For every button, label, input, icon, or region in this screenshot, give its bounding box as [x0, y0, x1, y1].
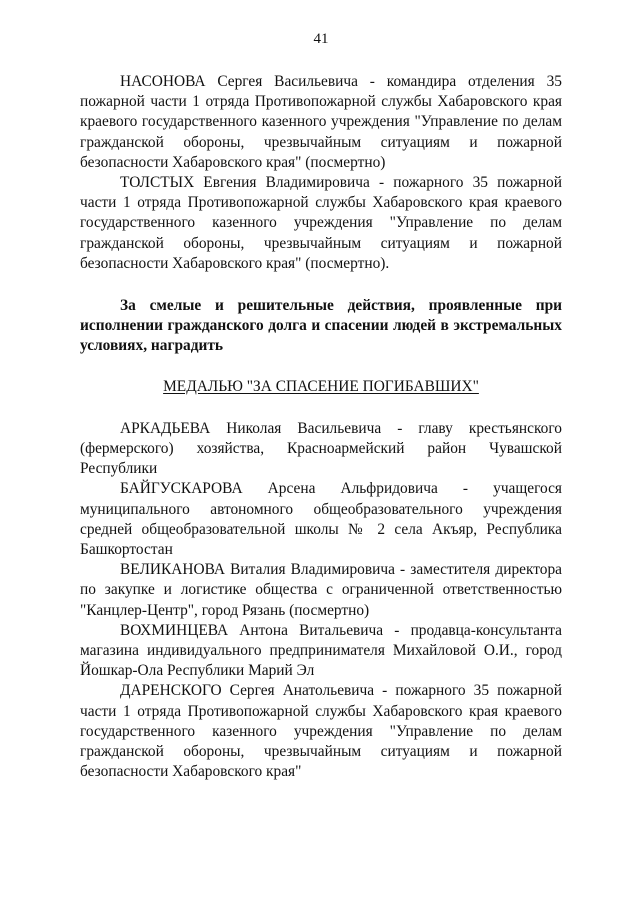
- medal-title: [80, 377, 562, 397]
- award-entry-arkadyev: АРКАДЬЕВА Николая Васильевича - главу крестьянского (фермерского) хозяйства, Красноармейский район Чувашской Республики: [80, 419, 562, 478]
- award-entry-velikanov: ВЕЛИКАНОВА Виталия Владимировича - заместителя директора по закупке и логистике общества с ограниченной ответственностью "Канцлер-Центр", город Рязань (посмертно): [80, 561, 562, 619]
- award-entry-bayguskarov: БАЙГУСКАРОВА Арсена Альфридовича - учащегося муниципального автономного общеобразовательного учреждения средней общеобразовательной школы № 2 села Акъяр, Республика Башкортостан: [80, 480, 562, 559]
- award-entry-tolstykh: ТОЛСТЫХ Евгения Владимировича - пожарного 35 пожарной части 1 отряда Противопожарной службы Хабаровского края краевого государственного казенного учреждения "Управление по делам гражданской обороны, чрезвычайным ситуациям и пожарной безопасности Хабаровского края" (посмертно).: [80, 174, 562, 272]
- spacer: [80, 274, 562, 296]
- document-page: [80, 0, 562, 905]
- medal-title-text: МЕДАЛЬЮ "ЗА СПАСЕНИЕ ПОГИБАВШИХ": [163, 377, 479, 395]
- award-entry-darensky: ДАРЕНСКОГО Сергея Анатольевича - пожарного 35 пожарной части 1 отряда Противопожарной службы Хабаровского края краевого государственного казенного учреждения "Управление по делам гражданской обороны, чрезвычайным ситуациям и пожарной безопасности Хабаровского края": [80, 682, 562, 781]
- award-heading: За смелые и решительные действия, проявленные при исполнении гражданского долга и спасении людей в экстремальных условиях, наградить: [80, 297, 562, 355]
- spacer: [80, 397, 562, 419]
- page-number: 41: [313, 31, 329, 47]
- award-entry-vokhmintsev: ВОХМИНЦЕВА Антона Витальевича - продавца-консультанта магазина индивидуального предпринимателя Михайловой О.И., город Йошкар-Ола Республики Марий Эл: [80, 621, 562, 680]
- spacer: [80, 357, 562, 377]
- award-entry-nasonov: НАСОНОВА Сергея Васильевича - командира отделения 35 пожарной части 1 отряда Противопожарной службы Хабаровского края краевого государственного казенного учреждения "Управление по делам гражданской обороны, чрезвычайным ситуациям и пожарной безопасности Хабаровского края" (посмертно): [80, 73, 562, 171]
- document-body: [80, 72, 562, 783]
